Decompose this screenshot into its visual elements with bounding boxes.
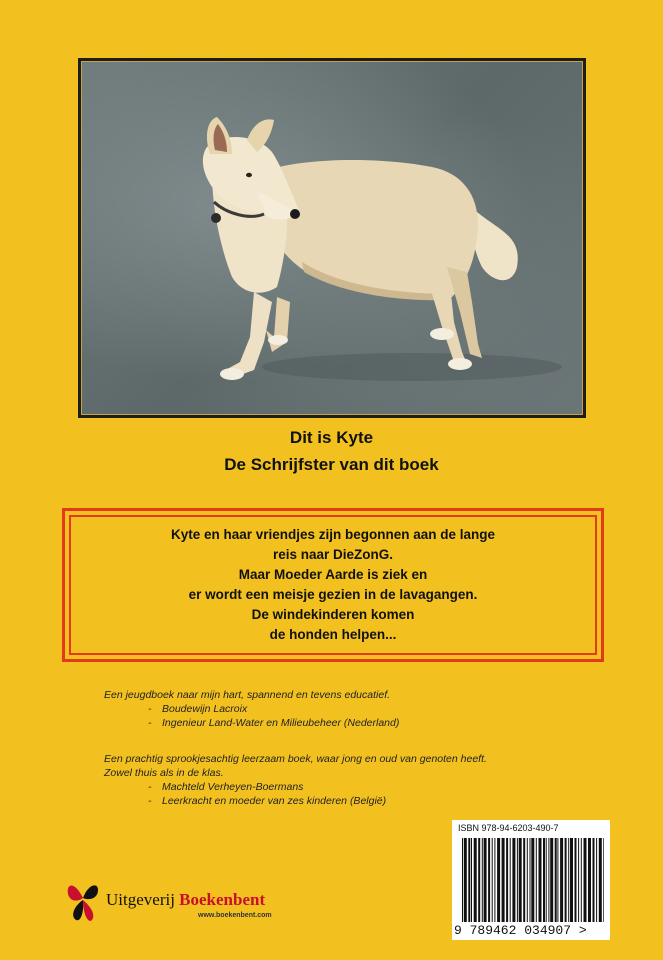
barcode-bar <box>557 838 558 922</box>
barcode-bar <box>599 838 602 922</box>
barcode-bar <box>543 838 545 922</box>
blurb-inner-border <box>69 515 597 655</box>
barcode-bar <box>519 838 522 922</box>
barcode-bars <box>462 838 604 922</box>
blurb-box <box>62 508 604 662</box>
review-2 <box>104 752 487 808</box>
isbn-digits: 9 789462 034907 > <box>454 923 587 938</box>
blurb-line: reis naar DieZonG. <box>272 547 394 562</box>
barcode-bar <box>550 838 553 922</box>
butterfly-icon <box>66 876 100 926</box>
barcode-bar <box>482 838 483 922</box>
barcode-bar <box>468 838 470 922</box>
cover-photo <box>78 58 586 418</box>
barcode-bar <box>492 838 493 922</box>
barcode-bar <box>471 838 472 922</box>
barcode-bar <box>536 838 537 922</box>
barcode-bar <box>581 838 582 922</box>
review-quote: Een prachtig sprookjesachtig leerzaam boek, waar jong en oud van genoten heeft. <box>104 753 487 765</box>
barcode-bar <box>584 838 587 922</box>
blurb-line: De windekinderen komen <box>251 607 415 622</box>
publisher-name <box>106 890 265 910</box>
barcode-bar <box>488 838 490 922</box>
review-quote: Een jeugdboek naar mijn hart, spannend en tevens educatief. <box>104 689 391 701</box>
blurb-line: er wordt een meisje gezien in de lavagangen. <box>188 587 478 602</box>
barcode-bar <box>555 838 557 922</box>
barcode-bar <box>530 838 531 922</box>
review-author: - Boudewijn Lacroix <box>104 702 399 716</box>
barcode-bar <box>588 838 591 922</box>
barcode-bar <box>502 838 505 922</box>
barcode-bar <box>560 838 563 922</box>
barcode-bar <box>531 838 534 922</box>
barcode-bar <box>474 838 477 922</box>
barcode-bar <box>568 838 569 922</box>
barcode-bar <box>506 838 508 922</box>
caption-subtitle: De Schrijfster van dit boek <box>224 455 439 474</box>
barcode-bar <box>517 838 518 922</box>
blurb-line: de honden helpen... <box>269 627 397 642</box>
barcode-bar <box>478 838 480 922</box>
barcode-bar <box>575 838 577 922</box>
dog-illustration <box>82 62 582 414</box>
barcode-bar <box>546 838 547 922</box>
review-author: - Machteld Verheyen-Boermans <box>104 780 487 794</box>
barcode-bar <box>523 838 525 922</box>
publisher-name-part1: Uitgeverij <box>106 890 180 909</box>
review-role: - Ingenieur Land-Water en Milieubeheer (Nederland) <box>104 716 399 730</box>
barcode-bar <box>596 838 597 922</box>
barcode-bar <box>548 838 549 922</box>
barcode-bar <box>570 838 573 922</box>
review-role: - Leerkracht en moeder van zes kinderen (België) <box>104 794 487 808</box>
barcode-bar <box>494 838 495 922</box>
barcode-bar <box>578 838 579 922</box>
publisher-logo <box>66 876 316 926</box>
caption-title: Dit is Kyte <box>289 428 374 447</box>
isbn-label: ISBN 978-94-6203-490-7 <box>458 823 559 833</box>
dog-photo <box>81 61 583 415</box>
barcode-bar <box>510 838 511 922</box>
review-quote-continued: Zowel thuis als in de klas. <box>104 767 224 779</box>
barcode-bar <box>462 838 463 922</box>
barcode-bar <box>512 838 515 922</box>
isbn-barcode <box>452 820 610 940</box>
barcode-bar <box>539 838 542 922</box>
review-1 <box>104 688 399 730</box>
blurb-line: Kyte en haar vriendjes zijn begonnen aan de lange <box>170 527 496 542</box>
barcode-bar <box>484 838 487 922</box>
publisher-url: www.boekenbent.com <box>198 912 272 919</box>
barcode-bar <box>603 838 604 922</box>
publisher-name-part2: Boekenbent <box>179 890 266 909</box>
barcode-bar <box>497 838 500 922</box>
barcode-bar <box>593 838 595 922</box>
barcode-bar <box>527 838 528 922</box>
barcode-bar <box>464 838 467 922</box>
barcode-bar <box>565 838 567 922</box>
blurb-line: Maar Moeder Aarde is ziek en <box>238 567 428 582</box>
